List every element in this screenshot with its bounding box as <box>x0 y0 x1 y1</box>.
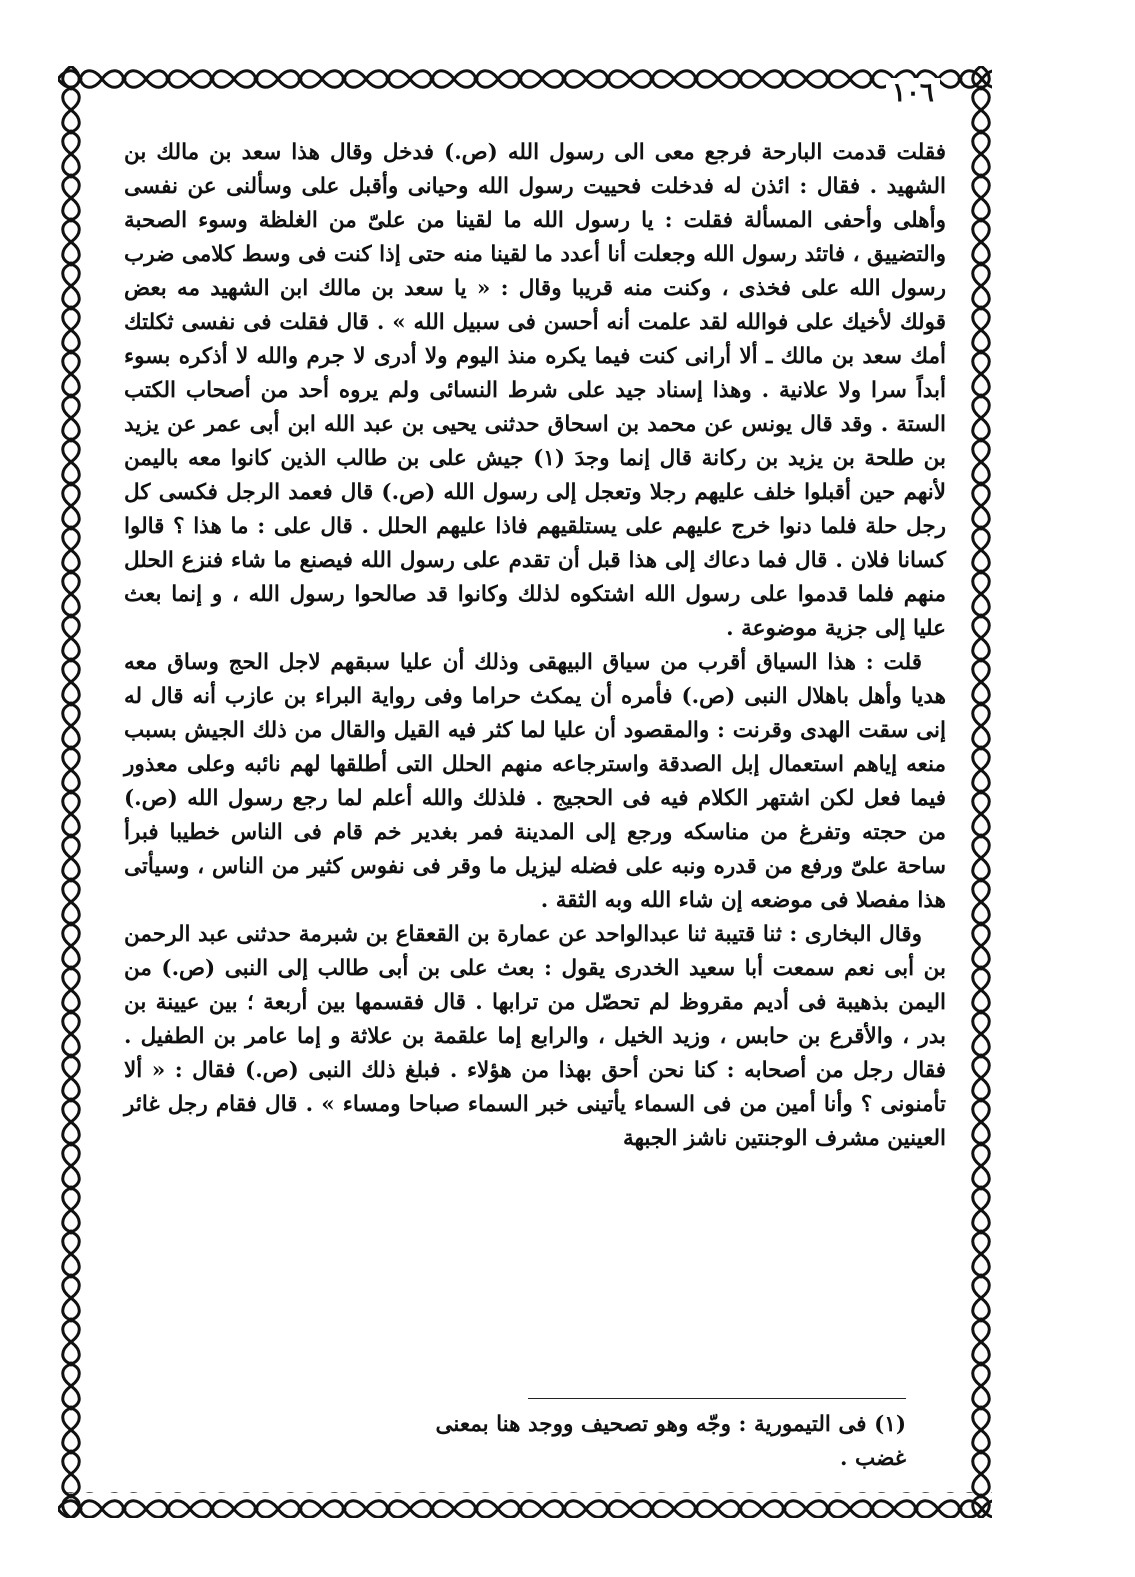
paragraph-2: قلت : هذا السياق أقرب من سياق البيهقى وذلك أن عليا سبقهم لاجل الحج وساق معه هديا وأهل باهلال النبى (ص.) فأمره أن يمكث حراما وفى رواية البراء بن عازب أنه قال له إنى سقت الهدى وقرنت : والمقصود أن عليا لما كثر فيه القيل والقال من ذلك الجيش بسبب منعه إياهم استعمال إبل الصدقة واسترجاعه منهم الحلل التى أطلقها لهم نائبه وعلى معذور فيما فعل لكن اشتهر الكلام فيه فى الحجيج . فلذلك والله أعلم لما رجع رسول الله (ص.) من حجته وتفرغ من مناسكه ورجع إلى المدينة فمر بغدير خم قام فى الناس خطيبا فبرأ ساحة علىّ ورفع من قدره ونبه على فضله ليزيل ما وقر فى نفوس كثير من الناس ، وسيأتى هذا مفصلا فى موضعه إن شاء الله وبه الثقة . <box>124 650 946 913</box>
page-number: ١٠٦ <box>886 78 940 108</box>
footnote: (١) فى التيمورية : وجّه وهو تصحيف ووجد هنا بمعنى غضب . <box>435 1412 906 1471</box>
paragraph-1: فقلت قدمت البارحة فرجع معى الى رسول الله (ص.) فدخل وقال هذا سعد بن مالك بن الشهيد . فقال : ائذن له فدخلت فحييت رسول الله وحيانى وأقبل على وسألنى عن نفسى وأهلى وأحفى المسألة فقلت : يا رسول الله ما لقينا من علىّ من الغلظة وسوء الصحبة والتضييق ، فاتئد رسول الله وجعلت أنا أعدد ما لقينا منه حتى إذا كنت فى وسط كلامى ضرب رسول الله على فخذى ، وكنت منه قريبا وقال : « يا سعد بن مالك ابن الشهيد مه بعض قولك لأخيك على فوالله لقد علمت أنه أحسن فى سبيل الله » . قال فقلت فى نفسى ثكلتك أمك سعد بن مالك ـ ألا أرانى كنت فيما يكره منذ اليوم ولا أدرى لا جرم والله لا أذكره بسوء أبداً سرا ولا علانية . وهذا إسناد جيد على شرط النسائى ولم يروه أحد من أصحاب الكتب الستة . وقد قال يونس عن محمد بن اسحاق حدثنى يحيى بن عبد الله ابن أبى عمر عن يزيد بن طلحة بن يزيد بن ركانة قال إنما وجدَ (١) جيش على بن طالب الذين كانوا معه باليمن لأنهم حين أقبلوا خلف عليهم رجلا وتعجل إلى رسول الله (ص.) قال فعمد الرجل فكسى كل رجل حلة فلما دنوا خرج عليهم على يستلقيهم فاذا عليهم الحلل . قال على : ما هذا ؟ قالوا كسانا فلان . قال فما دعاك إلى هذا قبل أن تقدم على رسول الله فيصنع ما شاء فنزع الحلل منهم فلما قدموا على رسول الله اشتكوه لذلك وكانوا قد صالحوا رسول الله ، و إنما بعث عليا إلى جزية موضوعة . <box>124 140 946 641</box>
footnote-separator <box>528 1398 906 1399</box>
paragraph-3: وقال البخارى : ثنا قتيبة ثنا عبدالواحد عن عمارة بن القعقاع بن شبرمة حدثنى عبد الرحمن بن أبى نعم سمعت أبا سعيد الخدرى يقول : بعث على بن أبى طالب إلى النبى (ص.) من اليمن بذهيبة فى أديم مقروظ لم تحصّل من ترابها . قال فقسمها بين أربعة ؛ بين عيينة بن بدر ، والأقرع بن حابس ، وزيد الخيل ، والرابع إما علقمة بن علاثة و إما عامر بن الطفيل . فقال رجل من أصحابه : كنا نحن أحق بهذا من هؤلاء . فبلغ ذلك النبى (ص.) فقال : « ألا تأمنونى ؟ وأنا أمين من فى السماء يأتينى خبر السماء صباحا ومساء » . قال فقام رجل غائر العينين مشرف الوجنتين ناشز الجبهة <box>124 922 946 1151</box>
page-body <box>124 136 946 1156</box>
